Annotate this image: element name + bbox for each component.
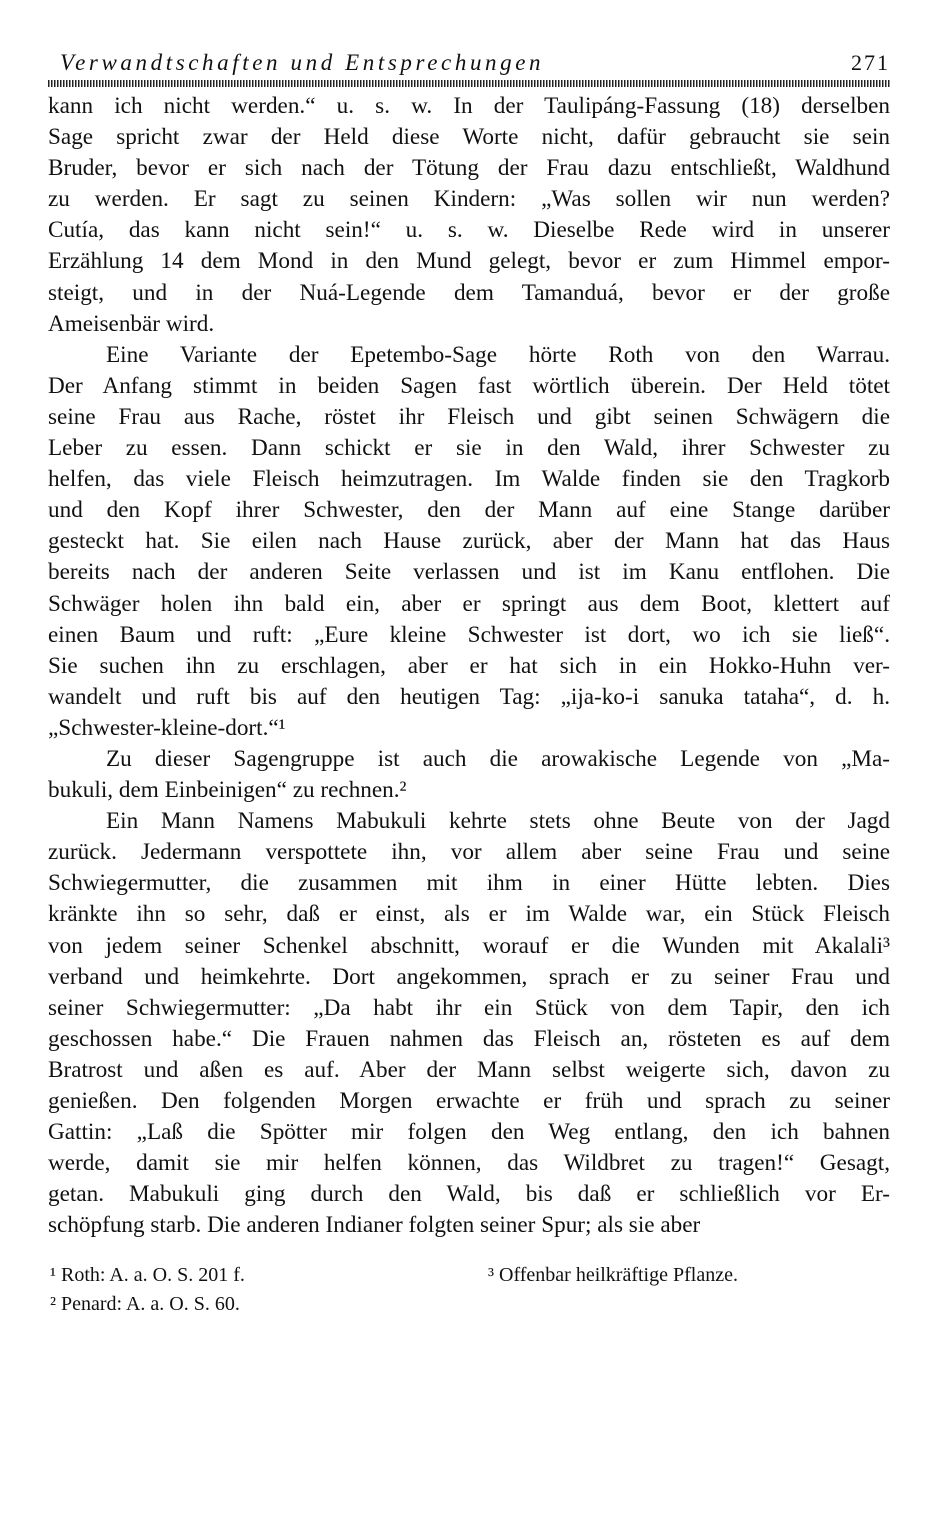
text-line: Cutía, das kann nicht sein!“ u. s. w. Dieselbe Rede wird in unserer: [48, 217, 890, 244]
text-line: von jedem seiner Schenkel abschnitt, worauf er die Wunden mit Akalali³: [48, 932, 890, 959]
footnote: ² Penard: A. a. O. S. 60.: [50, 1293, 240, 1316]
paragraph: [48, 340, 890, 744]
text-line: Der Anfang stimmt in beiden Sagen fast wörtlich überein. Der Held tötet: [48, 372, 890, 399]
text-line: Schwiegermutter, die zusammen mit ihm in einer Hütte lebten. Dies: [48, 870, 890, 897]
text-line: Sie suchen ihn zu erschlagen, aber er hat sich in ein Hokko-Huhn ver-: [48, 652, 890, 679]
text-line: Gattin: „Laß die Spötter mir folgen den Weg entlang, den ich bahnen: [48, 1119, 890, 1146]
paragraph: [48, 91, 890, 340]
text-line: Leber zu essen. Dann schickt er sie in den Wald, ihrer Schwester zu: [48, 435, 890, 462]
text-line: seiner Schwiegermutter: „Da habt ihr ein Stück von dem Tapir, den ich: [48, 994, 890, 1021]
text-line: zurück. Jedermann verspottete ihn, vor allem aber seine Frau und seine: [48, 839, 890, 866]
text-line: Erzählung 14 dem Mond in den Mund gelegt, bevor er zum Himmel empor-: [48, 248, 890, 275]
text-line: genießen. Den folgenden Morgen erwachte er früh und sprach zu seiner: [48, 1088, 890, 1114]
text-line: Ein Mann Namens Mabukuli kehrte stets ohne Beute von der Jagd: [106, 808, 890, 835]
text-line: Bruder, bevor er sich nach der Tötung der Frau dazu entschließt, Waldhund: [48, 155, 890, 182]
text-line: getan. Mabukuli ging durch den Wald, bis daß er schließlich vor Er-: [48, 1181, 890, 1208]
text-line: helfen, das viele Fleisch heimzutragen. Im Walde finden sie den Tragkorb: [48, 466, 890, 493]
text-line: geschossen habe.“ Die Frauen nahmen das Fleisch an, rösteten es auf dem: [48, 1025, 890, 1052]
text-line: zu werden. Er sagt zu seinen Kindern: „Was sollen wir nun werden?: [48, 186, 890, 213]
paragraph: [48, 806, 890, 1241]
footnotes-right-column: [488, 1261, 908, 1290]
footnote: ¹ Roth: A. a. O. S. 201 f.: [50, 1264, 245, 1287]
text-line: schöpfung starb. Die anderen Indianer folgten seiner Spur; als sie aber: [48, 1212, 701, 1239]
text-line: kränkte ihn so sehr, daß er einst, als er im Walde war, ein Stück Fleisch: [48, 901, 890, 928]
page-number: 271: [851, 50, 890, 75]
body-text: [48, 91, 890, 1241]
text-line: bereits nach der anderen Seite verlassen und ist im Kanu entflohen. Die: [48, 559, 890, 586]
page-header: [48, 44, 890, 80]
footnotes: [48, 1261, 890, 1331]
text-line: seine Frau aus Rache, röstet ihr Fleisch und gibt seinen Schwägern die: [48, 403, 890, 430]
text-line: bukuli, dem Einbeinigen“ zu rechnen.²: [48, 777, 407, 804]
text-line: einen Baum und ruft: „Eure kleine Schwester ist dort, wo ich sie ließ“.: [48, 621, 890, 648]
footnotes-left-column: [50, 1261, 510, 1319]
text-line: und den Kopf ihrer Schwester, den der Mann auf eine Stange darüber: [48, 497, 890, 524]
text-line: kann ich nicht werden.“ u. s. w. In der Taulipáng-Fassung (18) derselben: [48, 93, 890, 119]
text-line: steigt, und in der Nuá-Legende dem Tamanduá, bevor er der große: [48, 279, 890, 306]
text-line: Eine Variante der Epetembo-Sage hörte Roth von den Warrau.: [106, 341, 890, 368]
text-line: Zu dieser Sagengruppe ist auch die arowakische Legende von „Ma-: [106, 745, 890, 772]
text-line: wandelt und ruft bis auf den heutigen Tag: „ija-ko-i sanuka tataha“, d. h.: [48, 683, 890, 710]
book-page: [48, 44, 890, 1331]
text-line: „Schwester-kleine-dort.“¹: [48, 714, 286, 741]
paragraph: [48, 744, 890, 806]
text-line: werde, damit sie mir helfen können, das Wildbret zu tragen!“ Gesagt,: [48, 1150, 890, 1177]
text-line: Ameisenbär wird.: [48, 310, 215, 337]
text-line: Schwäger holen ihn bald ein, aber er springt aus dem Boot, klettert auf: [48, 590, 890, 617]
text-line: Bratrost und aßen es auf. Aber der Mann selbst weigerte sich, davon zu: [48, 1056, 890, 1083]
running-title: Verwandtschaften und Entsprechungen: [60, 50, 545, 75]
footnote: ³ Offenbar heilkräftige Pflanze.: [488, 1264, 738, 1287]
header-rule: [48, 80, 890, 87]
text-line: verband und heimkehrte. Dort angekommen, sprach er zu seiner Frau und: [48, 963, 890, 990]
text-line: Sage spricht zwar der Held diese Worte nicht, dafür gebraucht sie sein: [48, 124, 890, 151]
text-line: gesteckt hat. Sie eilen nach Hause zurück, aber der Mann hat das Haus: [48, 528, 890, 555]
